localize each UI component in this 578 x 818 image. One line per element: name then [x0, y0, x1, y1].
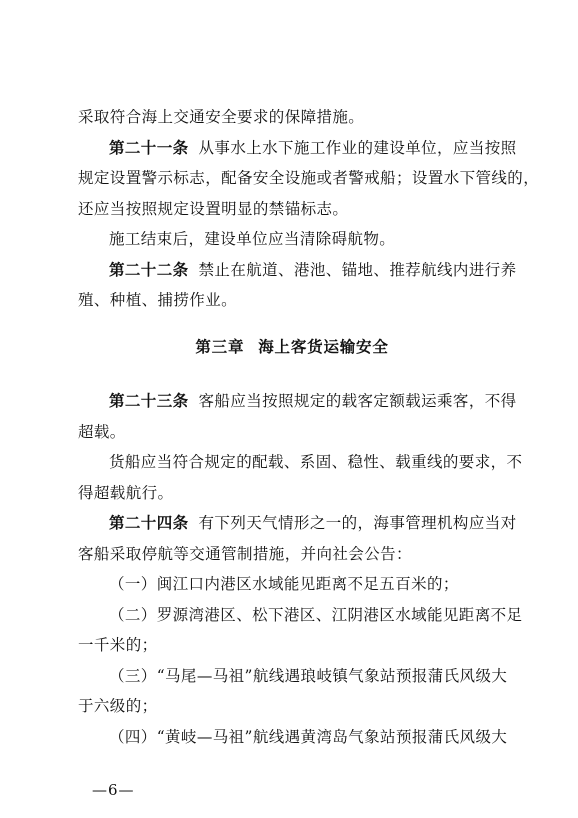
article-text: 客船应当按照规定的载客定额载运乘客，不得 — [198, 392, 517, 410]
article-heading: 第二十二条 — [109, 259, 189, 279]
document-body — [78, 102, 540, 752]
article-text: 从事水上水下施工作业的建设单位，应当按照 — [198, 138, 517, 157]
text-line: 规定设置警示标志，配备安全设施或者警戒船；设置水下管线的， — [78, 169, 540, 187]
text-line: 殖、种植、捕捞作业。 — [78, 291, 238, 309]
text-line: 于六级的； — [78, 697, 158, 715]
article-heading: 第二十三条 — [109, 391, 189, 410]
article-24-line-1 — [78, 508, 517, 539]
chapter-title: 海上客货运输安全 — [258, 336, 389, 356]
text-line: 得超载航行。 — [78, 483, 174, 502]
article-22-line-1 — [78, 255, 517, 286]
text-line: 货船应当符合规定的配载、系固、稳性、载重线的要求，不 — [109, 453, 523, 471]
page-number: —6— — [92, 781, 135, 799]
chapter-number: 第三章 — [195, 336, 245, 356]
text-line: 一千米的； — [78, 636, 158, 654]
text-line: 施工结束后，建设单位应当清除碍航物。 — [109, 230, 396, 248]
list-item: （三）“马尾—马祖”航线遇琅岐镇气象站预报蒲氏风级大 — [109, 666, 508, 685]
article-23-line-1 — [78, 386, 517, 417]
list-item: （一）闽江口内港区水域能见距离不足五百米的； — [109, 575, 459, 593]
article-heading: 第二十四条 — [109, 513, 189, 532]
chapter-heading — [78, 332, 506, 363]
article-text: 禁止在航道、港池、锚地、推荐航线内进行养 — [198, 260, 517, 279]
list-item: （二）罗源湾港区、松下港区、江阴港区水域能见距离不足 — [109, 605, 523, 624]
article-heading: 第二十一条 — [109, 137, 189, 157]
text-line: 还应当按照规定设置明显的禁锚标志。 — [78, 199, 349, 218]
text-line: 客船采取停航等交通管制措施，并向社会公告： — [78, 544, 412, 563]
list-item: （四）“黄岐—马祖”航线遇黄湾岛气象站预报蒲氏风级大 — [109, 727, 508, 746]
text-line: 采取符合海上交通安全要求的保障措施。 — [78, 108, 365, 126]
text-line: 超载。 — [78, 422, 126, 441]
article-text: 有下列天气情形之一的，海事管理机构应当对 — [198, 514, 517, 532]
article-21-line-1 — [78, 133, 517, 164]
